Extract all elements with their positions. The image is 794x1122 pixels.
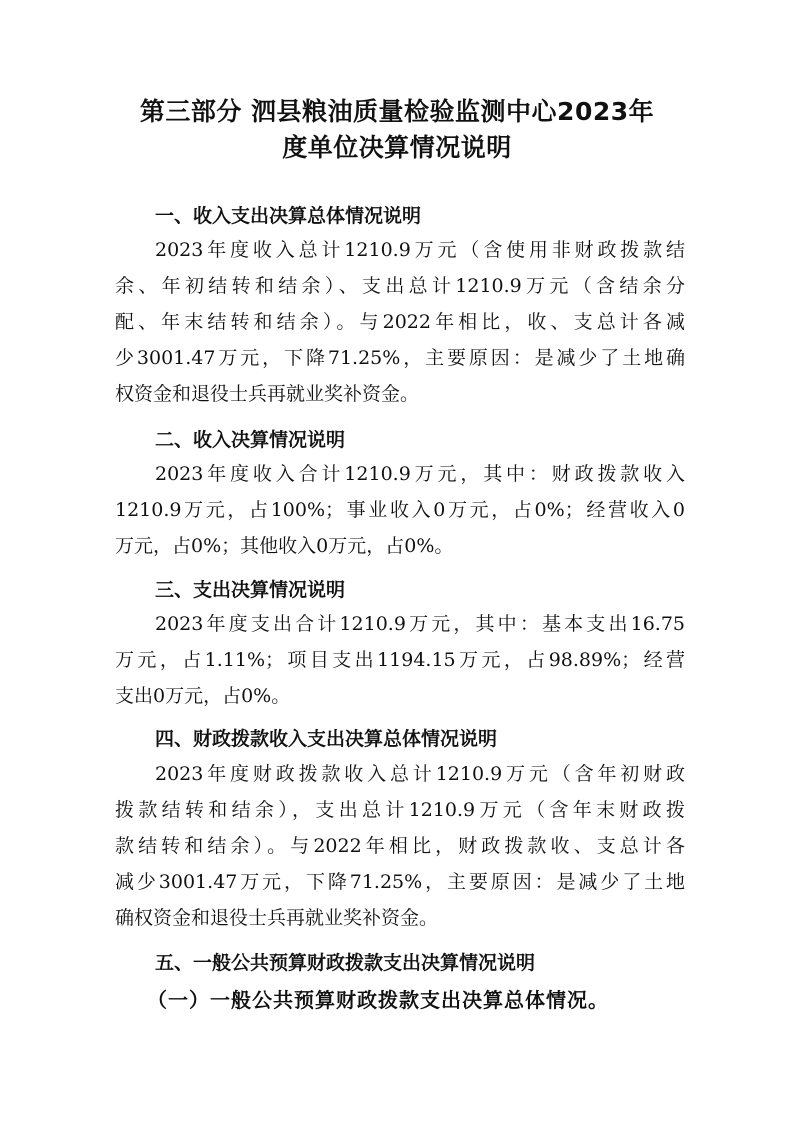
paragraph-line: 权资金和退役士兵再就业奖补资金。 [115, 383, 420, 405]
paragraph-line: 2023年度支出合计1210.9万元，其中：基本支出16.75 [155, 613, 685, 635]
title-line: 第三部分 泗县粮油质量检验监测中心2023年 [139, 97, 655, 126]
paragraph-line: 配、年末结转和结余）。与2022年相比，收、支总计各减 [115, 311, 685, 333]
section-heading-income-expenditure-overview: 一、收入支出决算总体情况说明 [155, 205, 422, 227]
document-title [110, 94, 684, 166]
section-heading-expenditure: 三、支出决算情况说明 [155, 579, 346, 601]
paragraph-line: 万元，占0%；其他收入0万元，占0%。 [115, 535, 454, 557]
section-paragraph-income [115, 456, 685, 564]
paragraph-line: 少3001.47万元，下降71.25%，主要原因：是减少了土地确 [115, 347, 685, 369]
section-paragraph-fiscal-appropriation-overview [115, 756, 685, 936]
section-paragraph-expenditure [115, 606, 685, 714]
sub-heading-general-public-budget-overview: （一）一般公共预算财政拨款支出决算总体情况。 [147, 988, 609, 1012]
paragraph-line: 2023年度财政拨款收入总计1210.9万元（含年初财政 [155, 763, 685, 785]
paragraph-line: 2023年度收入总计1210.9万元（含使用非财政拨款结 [155, 239, 685, 261]
section-heading-income: 二、收入决算情况说明 [155, 429, 346, 451]
paragraph-line: 款结转和结余）。与2022年相比，财政拨款收、支总计各 [115, 835, 685, 857]
section-heading-general-public-budget: 五、一般公共预算财政拨款支出决算情况说明 [155, 952, 536, 974]
paragraph-line: 1210.9万元，占100%；事业收入0万元，占0%；经营收入0 [115, 499, 685, 521]
paragraph-line: 拨款结转和结余），支出总计1210.9万元（含年末财政拨 [115, 799, 685, 821]
section-paragraph-income-expenditure-overview [115, 232, 685, 412]
paragraph-line: 余、年初结转和结余）、支出总计1210.9万元（含结余分 [115, 275, 685, 297]
paragraph-line: 万元，占1.11%；项目支出1194.15万元，占98.89%；经营 [115, 649, 685, 671]
paragraph-line: 确权资金和退役士兵再就业奖补资金。 [115, 907, 439, 929]
paragraph-line: 减少3001.47万元，下降71.25%，主要原因：是减少了土地 [115, 871, 685, 893]
section-heading-fiscal-appropriation-overview: 四、财政拨款收入支出决算总体情况说明 [155, 728, 498, 750]
paragraph-line: 2023年度收入合计1210.9万元，其中：财政拨款收入 [155, 463, 685, 485]
paragraph-line: 支出0万元，占0%。 [115, 685, 291, 707]
title-line: 度单位决算情况说明 [282, 133, 512, 162]
